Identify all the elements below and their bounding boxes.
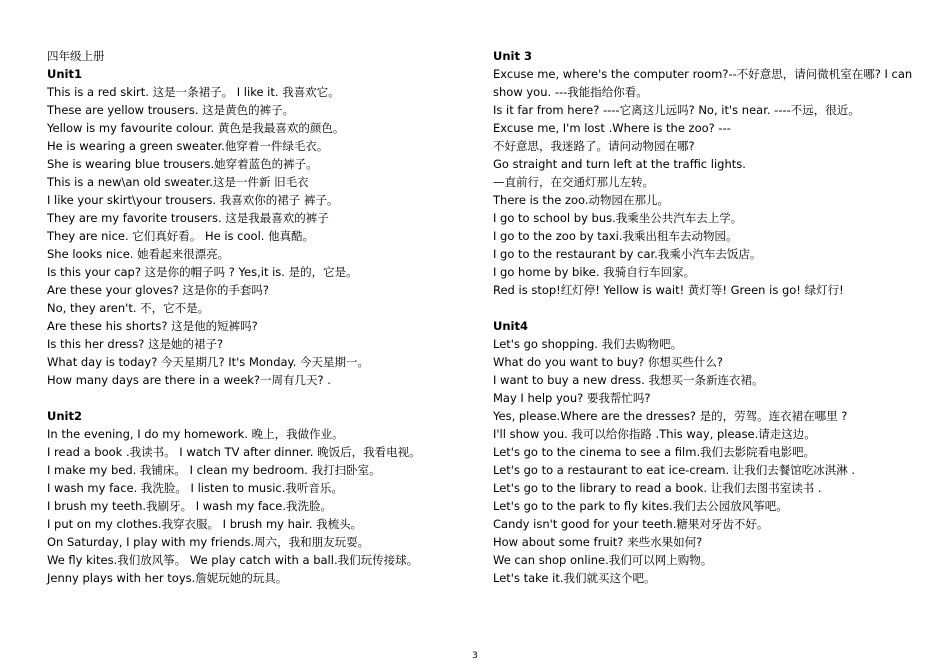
text-line: They are nice. 它们真好看。 He is cool. 他真酷。 [47, 229, 315, 243]
text-line: Let's go to a restaurant to eat ice-cream. 让我们去餐馆吃冰淇淋 . [493, 463, 856, 477]
text-line: How many days are there in a week?一周有几天? . [47, 373, 331, 387]
text-line: Yellow is my favourite colour. 黄色是我最喜欢的颜色。 [47, 121, 345, 135]
text-line: No, they aren't. 不，它不是。 [47, 301, 210, 315]
text-line: I go to school by bus.我乘坐公共汽车去上学。 [493, 211, 743, 225]
text-line: May I help you? 要我帮忙吗? [493, 391, 651, 405]
text-line: Go straight and turn left at the traffic lights. [493, 157, 746, 171]
unit1-lines [47, 83, 467, 389]
text-line: 不好意思，我迷路了。请问动物园在哪? [493, 139, 695, 153]
text-line: On Saturday, I play with my friends.周六，我和朋友玩耍。 [47, 535, 370, 549]
text-line: She looks nice. 她看起来很漂亮。 [47, 247, 230, 261]
text-line: Are these his shorts? 这是他的短裤吗? [47, 319, 258, 333]
unit1-title: Unit1 [47, 67, 82, 81]
text-line: I wash my face. 我洗脸。 I listen to music.我听音乐。 [47, 481, 343, 495]
text-line: How about some fruit? 来些水果如何? [493, 535, 703, 549]
section-spacer [493, 299, 913, 317]
text-line: We can shop online.我们可以网上购物。 [493, 553, 713, 567]
grade-header: 四年级上册 [47, 49, 105, 63]
text-line: I read a book .我读书。 I watch TV after dinner. 晚饭后，我看电视。 [47, 445, 421, 459]
text-line: What do you want to buy? 你想买些什么? [493, 355, 724, 369]
section-spacer [47, 389, 467, 407]
unit4-title: Unit4 [493, 319, 528, 333]
text-line: —直前行，在交通灯那儿左转。 [493, 175, 654, 189]
text-line: This is a new\an old sweater.这是一件新 旧毛衣 [47, 175, 309, 189]
text-line: Is it far from here? ----它离这儿远吗? No, it's near. ----不远，很近。 [493, 103, 860, 117]
text-line: I go to the zoo by taxi.我乘出租车去动物园。 [493, 229, 738, 243]
text-line: Are these your gloves? 这是你的手套吗? [47, 283, 269, 297]
text-line: What day is today? 今天星期几? It's Monday. 今天星期一。 [47, 355, 370, 369]
text-line: In the evening, I do my homework. 晚上，我做作业。 [47, 427, 344, 441]
text-line: I make my bed. 我铺床。 I clean my bedroom. 我打扫卧室。 [47, 463, 381, 477]
left-column [47, 47, 467, 587]
text-line: I go home by bike. 我骑自行车回家。 [493, 265, 696, 279]
text-line: Let's take it.我们就买这个吧。 [493, 571, 656, 585]
text-line: I'll show you. 我可以给你指路 .This way, please.请走这边。 [493, 427, 816, 441]
text-line: I like your skirt\your trousers. 我喜欢你的裙子 裤子。 [47, 193, 339, 207]
text-line: These are yellow trousers. 这是黄色的裤子。 [47, 103, 295, 117]
text-line: Let's go shopping. 我们去购物吧。 [493, 337, 683, 351]
text-line: I want to buy a new dress. 我想买一条新连衣裙。 [493, 373, 764, 387]
unit4-lines [493, 335, 913, 587]
text-line: Let's go to the cinema to see a film.我们去影院看电影吧。 [493, 445, 816, 459]
unit3-lines [493, 65, 913, 299]
text-line: I brush my teeth.我刷牙。 I wash my face.我洗脸。 [47, 499, 332, 513]
text-line: I go to the restaurant by car.我乘小汽车去饭店。 [493, 247, 762, 261]
text-line: Excuse me, I'm lost .Where is the zoo? --- [493, 121, 731, 135]
page-number: 3 [472, 651, 478, 661]
text-line: Excuse me, where's the computer room?--不好意思，请问微机室在哪? I can show you. ---我能指给你看。 [493, 67, 913, 99]
text-line: We fly kites.我们放风筝。 We play catch with a ball.我们玩传接球。 [47, 553, 419, 567]
text-line: She is wearing blue trousers.她穿着蓝色的裤子。 [47, 157, 318, 171]
text-line: Let's go to the park to fly kites.我们去公园放风筝吧。 [493, 499, 788, 513]
text-line: Yes, please.Where are the dresses? 是的，劳驾。连衣裙在哪里 ? [493, 409, 848, 423]
unit2-lines [47, 425, 467, 587]
text-line: Is this her dress? 这是她的裙子? [47, 337, 224, 351]
right-column [493, 47, 913, 587]
text-line: There is the zoo.动物园在那儿。 [493, 193, 670, 207]
text-line: Candy isn't good for your teeth.糖果对牙齿不好。 [493, 517, 769, 531]
text-line: Let's go to the library to read a book. 让我们去图书室读书 . [493, 481, 822, 495]
text-line: Is this your cap? 这是你的帽子吗 ? Yes,it is. 是的，它是。 [47, 265, 358, 279]
text-line: This is a red skirt. 这是一条裙子。 I like it. 我喜欢它。 [47, 85, 340, 99]
unit2-title: Unit2 [47, 409, 82, 423]
text-line: Jenny plays with her toys.詹妮玩她的玩具。 [47, 571, 288, 585]
text-line: They are my favorite trousers. 这是我最喜欢的裤子 [47, 211, 329, 225]
text-line: He is wearing a green sweater.他穿着一件绿毛衣。 [47, 139, 329, 153]
unit3-title: Unit 3 [493, 49, 532, 63]
text-line: Red is stop!红灯停! Yellow is wait! 黄灯等! Green is go! 绿灯行! [493, 283, 844, 297]
text-line: I put on my clothes.我穿衣服。 I brush my hair. 我梳头。 [47, 517, 363, 531]
